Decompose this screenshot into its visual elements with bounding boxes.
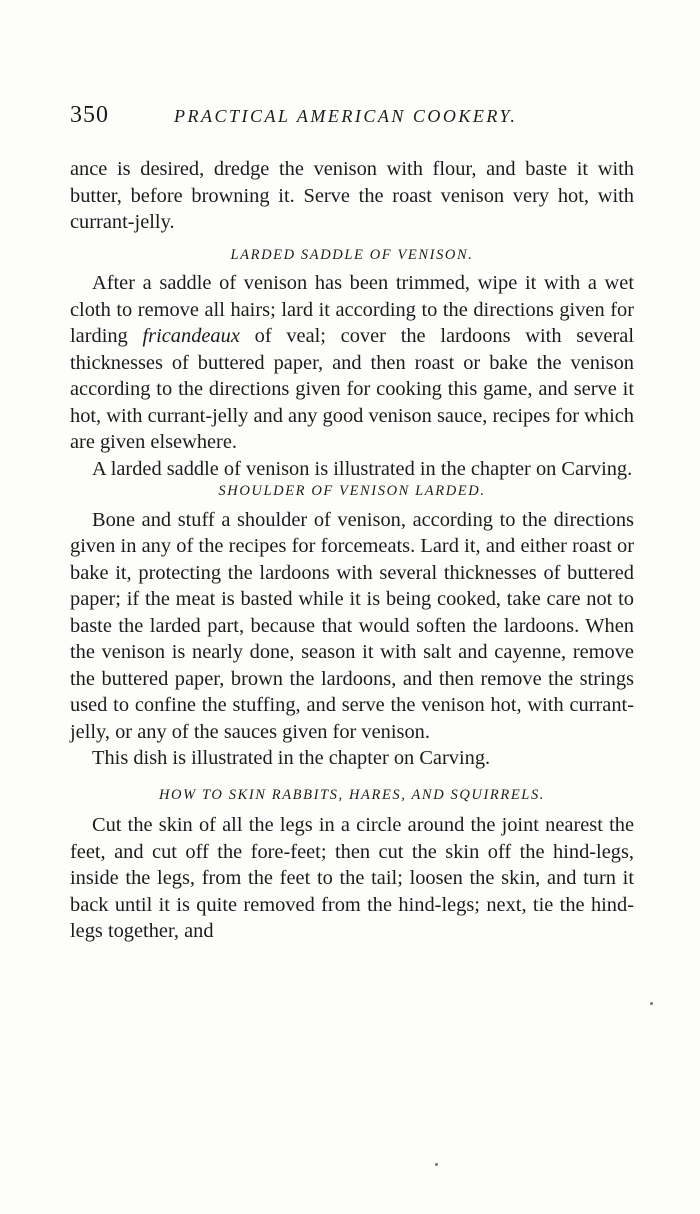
larded-saddle-note: A larded saddle of venison is illustrated in the chapter on Carving. [92,457,633,480]
larded-saddle-text-b: of veal; cover the lardoons with several thicknesses of buttered paper, and then roast or bake the venison according to the directions given for cooking this game, and serve it hot, with currant-jelly and any good venison sauce, recipes for which are given elsewhere. [70,325,634,453]
skinning-paragraph: Cut the skin of all the legs in a circle around the joint nearest the feet, and cut off the fore-feet; then cut the skin off the hind-legs, inside the legs, from the feet to the tail; loosen the skin, and turn it back until it is quite removed from the hind-legs; next, tie the hind-legs together, and [70,814,634,942]
shoulder-note: This dish is illustrated in the chapter on Carving. [92,747,491,769]
page-number: 350 [70,102,109,128]
section-heading-skinning: HOW TO SKIN RABBITS, HARES, AND SQUIRRELS. [158,786,546,803]
page-header [70,102,640,136]
running-title: PRACTICAL AMERICAN COOKERY. [174,106,518,126]
larded-saddle-text-a: After a saddle of venison has been trimmed, wipe it with a wet cloth to remove all hairs; lard it according to the directions given for larding [70,272,634,347]
shoulder-paragraph: Bone and stuff a shoulder of venison, according to the directions given in any of the recipes for forcemeats. Lard it, and either roast or bake it, protecting the lardoons with several thicknesses of buttered paper; if the meat is basted while it is being cooked, take care not to baste the larded part, because that would soften the lardoons. When the venison is nearly done, season it with salt and cayenne, remove the buttered paper, brown the lardoons, and then remove the strings used to confine the stuffing, and serve the venison hot, with currant-jelly, or any of the sauces given for venison. [70,508,634,743]
fricandeaux-italic: fricandeaux [142,325,240,347]
ink-speck [650,1002,653,1005]
larded-saddle-paragraph [70,270,634,456]
intro-paragraph: ance is desired, dredge the venison with flour, and baste it with butter, before browning it. Serve the roast venison very hot, with currant-jelly. [70,158,634,233]
section-heading-larded-saddle: LARDED SADDLE OF VENISON. [230,246,474,263]
page-body [70,156,634,945]
section-heading-shoulder: SHOULDER OF VENISON LARDED. [218,483,486,499]
ink-dot [435,1163,438,1166]
